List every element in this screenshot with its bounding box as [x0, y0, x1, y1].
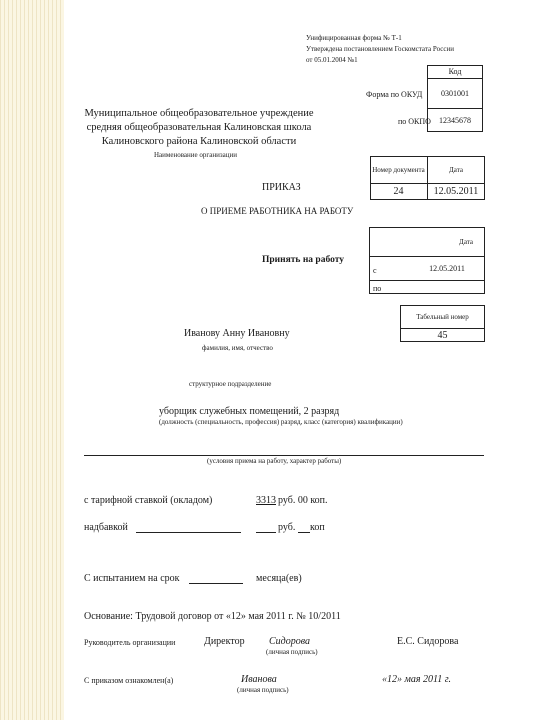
acknowledge-signature: Иванова: [241, 674, 277, 685]
form-line-3: от 05.01.2004 №1: [306, 56, 358, 64]
employee-name-caption: фамилия, имя, отчество: [202, 344, 273, 352]
bonus-kop: коп: [310, 522, 325, 533]
probation-label: С испытанием на срок: [84, 573, 180, 584]
position-caption: (должность (специальность, профессия) разряд, класс (категория) квалификации): [159, 418, 403, 426]
tab-number: 45: [437, 329, 448, 341]
okud-label: Форма по ОКУД: [366, 90, 423, 99]
acknowledge-date: «12» мая 2011 г.: [382, 674, 452, 685]
hire-from-date: 12.05.2011: [429, 263, 465, 273]
binding-margin: [0, 0, 64, 720]
head-label: Руководитель организации: [84, 638, 176, 647]
doc-date: 12.05.2011: [433, 186, 479, 197]
head-name: Е.С. Сидорова: [397, 636, 459, 647]
basis-text: Основание: Трудовой договор от «12» мая 2011 г. № 10/2011: [84, 611, 341, 622]
rate-label: с тарифной ставкой (окладом): [84, 495, 213, 506]
org-line-3: Калиновского района Калиновской области: [101, 136, 297, 147]
doc-title: ПРИКАЗ: [262, 182, 301, 193]
form-line-1: Унифицированная форма № Т-1: [306, 34, 402, 42]
bonus-unit: руб.: [278, 522, 296, 533]
org-caption: Наименование организации: [154, 151, 237, 159]
head-position: Директор: [204, 636, 245, 647]
hire-date-header: Дата: [459, 237, 473, 246]
code-header: Код: [448, 67, 462, 76]
acknowledge-label: С приказом ознакомлен(а): [84, 676, 174, 685]
conditions-caption: (условия приема на работу, характер работы): [207, 457, 342, 465]
document-page: [64, 0, 540, 720]
hire-to-label: по: [373, 284, 382, 293]
probation-unit: месяца(ев): [256, 573, 302, 584]
org-line-2: средняя общеобразовательная Калиновская школа: [86, 122, 312, 133]
bonus-label: надбавкой: [84, 522, 128, 533]
doc-date-header: Дата: [449, 165, 463, 174]
head-signature: Сидорова: [269, 636, 311, 647]
okpo-label: по ОКПО: [398, 117, 431, 126]
hire-label: Принять на работу: [262, 255, 344, 265]
rate-unit: руб. 00 коп.: [278, 495, 328, 506]
doc-number-header: Номер документа: [372, 165, 425, 174]
hire-from-label: с: [373, 266, 377, 275]
employee-name: Иванову Анну Ивановну: [184, 328, 290, 339]
doc-subtitle: О ПРИЕМЕ РАБОТНИКА НА РАБОТУ: [201, 206, 354, 216]
tab-number-header: Табельный номер: [416, 312, 469, 321]
okud-value: 0301001: [441, 88, 469, 98]
form-line-2: Утверждена постановлением Госкомстата России: [306, 45, 454, 53]
employee-position: уборщик служебных помещений, 2 разряд: [159, 406, 340, 417]
rate-value: 3313: [256, 495, 276, 506]
head-signature-caption: (личная подпись): [266, 648, 318, 656]
org-line-1: Муниципальное общеобразовательное учреждение: [84, 108, 314, 119]
okpo-value: 12345678: [439, 115, 471, 125]
division-caption: структурное подразделение: [189, 380, 272, 388]
acknowledge-signature-caption: (личная подпись): [237, 686, 289, 694]
doc-number: 24: [393, 186, 404, 197]
